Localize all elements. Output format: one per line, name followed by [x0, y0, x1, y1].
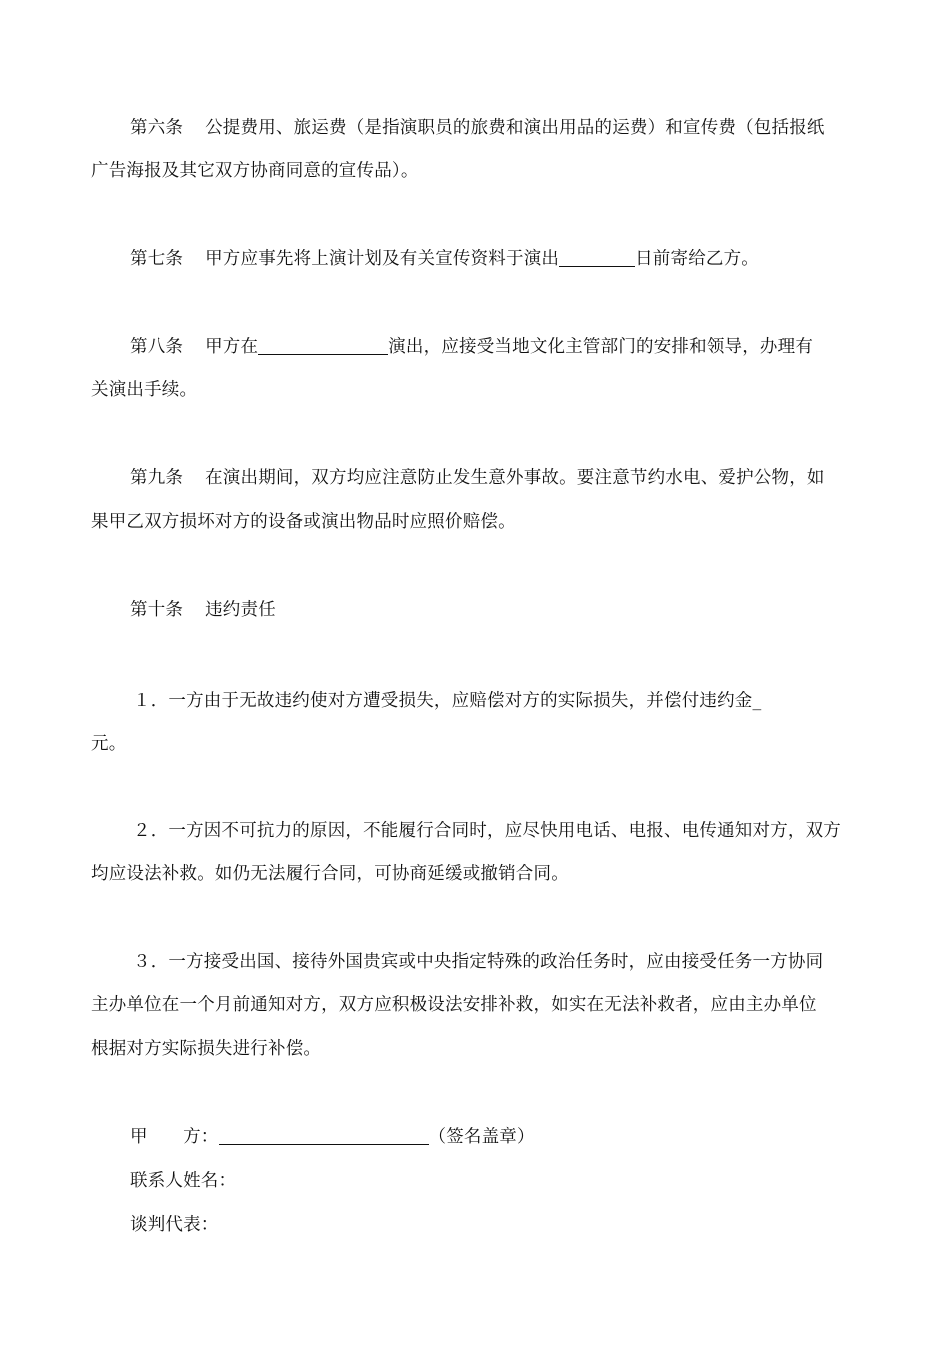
breach-item-3-line-3: 根据对方实际损失进行补偿。: [91, 1039, 322, 1059]
article-8-text-before: 甲方在: [205, 337, 259, 357]
article-6-label: 第六条: [130, 118, 184, 138]
party-a-signature-line: [130, 1125, 535, 1149]
article-6-line-1: [130, 116, 825, 140]
article-8-line-2: 关演出手续。: [91, 380, 198, 400]
article-8-text-after: 演出，应接受当地文化主管部门的安排和领导，办理有: [388, 337, 814, 357]
article-9-text-1: 在演出期间，双方均应注意防止发生意外事故。要注意节约水电、爱护公物，如: [205, 468, 825, 488]
breach-item-3-line-2: 主办单位在一个月前通知对方，双方应积极设法安排补救，如实在无法补救者，应由主办单位: [91, 995, 817, 1015]
article-6-line-2: 广告海报及其它双方协商同意的宣传品）。: [91, 161, 419, 181]
party-a-signature-note: （签名盖章）: [428, 1127, 535, 1147]
breach-item-2-line-2: 均应设法补救。如仍无法履行合同，可协商延缓或撤销合同。: [91, 864, 569, 884]
article-7-date-blank: [559, 248, 635, 267]
article-8-location-blank: [258, 336, 388, 355]
article-9-line-1: [130, 466, 825, 490]
breach-item-1-line-1: １．一方由于无故违约使对方遭受损失，应赔偿对方的实际损失，并偿付违约金_: [133, 691, 762, 711]
article-10-heading: [130, 598, 276, 622]
article-7-text-after: 日前寄给乙方。: [635, 249, 760, 269]
contact-name-label: 联系人姓名：: [130, 1171, 237, 1191]
article-9-label: 第九条: [130, 468, 184, 488]
article-10-title: 违约责任: [205, 600, 276, 620]
article-8-line-1: [130, 335, 813, 359]
article-7-text-before: 甲方应事先将上演计划及有关宣传资料于演出: [205, 249, 560, 269]
breach-item-3-line-1: ３．一方接受出国、接待外国贵宾或中央指定特殊的政治任务时，应由接受任务一方协同: [133, 952, 824, 972]
breach-item-2-line-1: ２．一方因不可抗力的原因，不能履行合同时，应尽快用电话、电报、电传通知对方，双方: [133, 821, 841, 841]
breach-item-1-line-2: 元。: [91, 734, 127, 754]
party-a-signature-field[interactable]: [219, 1126, 429, 1145]
article-9-line-2: 果甲乙双方损坏对方的设备或演出物品时应照价赔偿。: [91, 512, 516, 532]
article-10-label: 第十条: [130, 600, 184, 620]
article-7-label: 第七条: [130, 249, 184, 269]
article-6-text-1: 公提费用、旅运费（是指演职员的旅费和演出用品的运费）和宣传费（包括报纸: [205, 118, 825, 138]
party-a-label: 甲 方：: [130, 1127, 219, 1147]
article-8-label: 第八条: [130, 337, 184, 357]
article-7-line-1: [130, 247, 759, 271]
negotiator-label: 谈判代表：: [130, 1215, 219, 1235]
